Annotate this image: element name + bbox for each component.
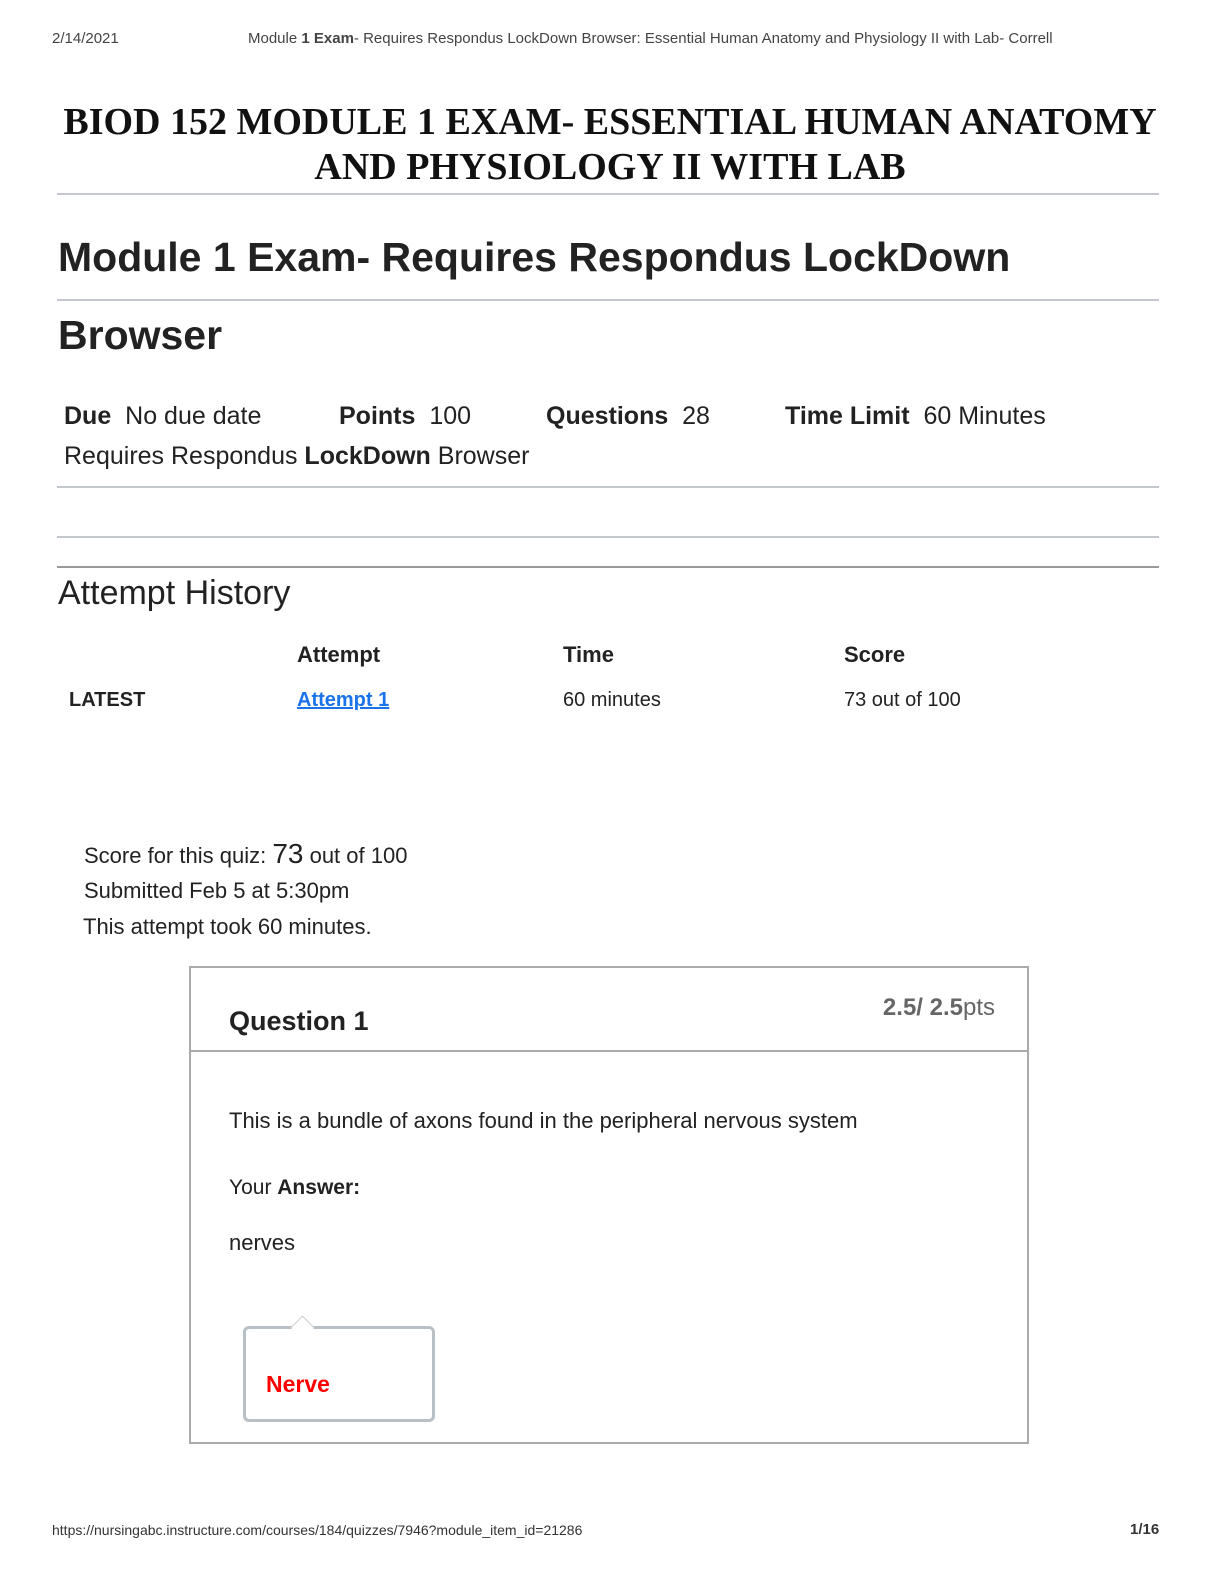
- correct-answer-callout: [243, 1326, 435, 1422]
- divider: [57, 193, 1159, 195]
- score-value: 73: [272, 838, 304, 869]
- print-title-prefix: Module: [248, 30, 302, 47]
- print-title: [248, 30, 1053, 47]
- question-points: [883, 994, 995, 1022]
- print-url: https://nursingabc.instructure.com/courses/184/quizzes/7946?module_item_id=21286: [52, 1522, 583, 1538]
- divider: [57, 486, 1159, 488]
- points-value: 100: [429, 402, 472, 430]
- questions-field: [546, 402, 710, 431]
- column-header-attempt: Attempt: [297, 642, 381, 667]
- print-title-bold: 1 Exam: [301, 30, 354, 47]
- question-header: [191, 968, 1027, 1052]
- attempt-score: 73 out of 100: [844, 689, 961, 711]
- score-label: Score for this quiz:: [84, 843, 273, 868]
- divider: [57, 536, 1159, 538]
- points-unit: pts: [962, 994, 995, 1021]
- points-earned: 2.5/ 2.5: [882, 994, 963, 1021]
- divider: [57, 299, 1159, 301]
- your-answer-label: [229, 1176, 360, 1200]
- time-limit-value: 60 Minutes: [923, 402, 1046, 430]
- points-field: [339, 402, 471, 431]
- attempt-history-heading: Attempt History: [58, 574, 291, 612]
- latest-tag: LATEST: [69, 689, 146, 711]
- page-number: 1/16: [1130, 1521, 1160, 1538]
- requires-prefix: Requires Respondus: [64, 442, 305, 470]
- your-answer-bold: Answer:: [277, 1176, 361, 1199]
- question-card: [189, 966, 1029, 1444]
- questions-label: Questions: [546, 402, 669, 430]
- time-limit-field: [785, 402, 1046, 431]
- question-title: Question 1: [229, 1006, 369, 1036]
- your-answer-prefix: Your: [229, 1176, 278, 1199]
- print-title-rest: - Requires Respondus LockDown Browser: Essential Human Anatomy and Physiology II with Lab- Correll: [353, 30, 1053, 47]
- correct-answer: Nerve: [266, 1371, 330, 1397]
- column-header-score: Score: [844, 642, 906, 667]
- lockdown-requirement: [64, 442, 529, 471]
- time-limit-label: Time Limit: [785, 402, 910, 430]
- given-answer: nerves: [229, 1230, 296, 1255]
- questions-value: 28: [682, 402, 710, 430]
- submitted-time: Submitted Feb 5 at 5:30pm: [84, 878, 350, 903]
- points-label: Points: [339, 402, 416, 430]
- requires-suffix: Browser: [430, 442, 530, 470]
- divider: [57, 566, 1159, 568]
- page-title: Module 1 Exam- Requires Respondus LockDown Browser: [58, 234, 1011, 358]
- due-label: Due: [64, 402, 112, 430]
- column-header-time: Time: [563, 642, 614, 667]
- quiz-score: [84, 838, 407, 870]
- attempt-time: 60 minutes: [563, 689, 661, 711]
- due-value: No due date: [125, 402, 262, 430]
- due-field: [64, 402, 261, 431]
- print-date: 2/14/2021: [52, 30, 119, 47]
- document-title: BIOD 152 MODULE 1 EXAM- ESSENTIAL HUMAN ANATOMY AND PHYSIOLOGY II WITH LAB: [63, 101, 1157, 188]
- requires-bold: LockDown: [304, 442, 431, 470]
- attempt-duration: This attempt took 60 minutes.: [83, 914, 372, 939]
- attempt-1-link[interactable]: Attempt 1: [297, 689, 390, 711]
- question-text: This is a bundle of axons found in the peripheral nervous system: [229, 1108, 858, 1133]
- score-suffix: out of 100: [303, 843, 408, 868]
